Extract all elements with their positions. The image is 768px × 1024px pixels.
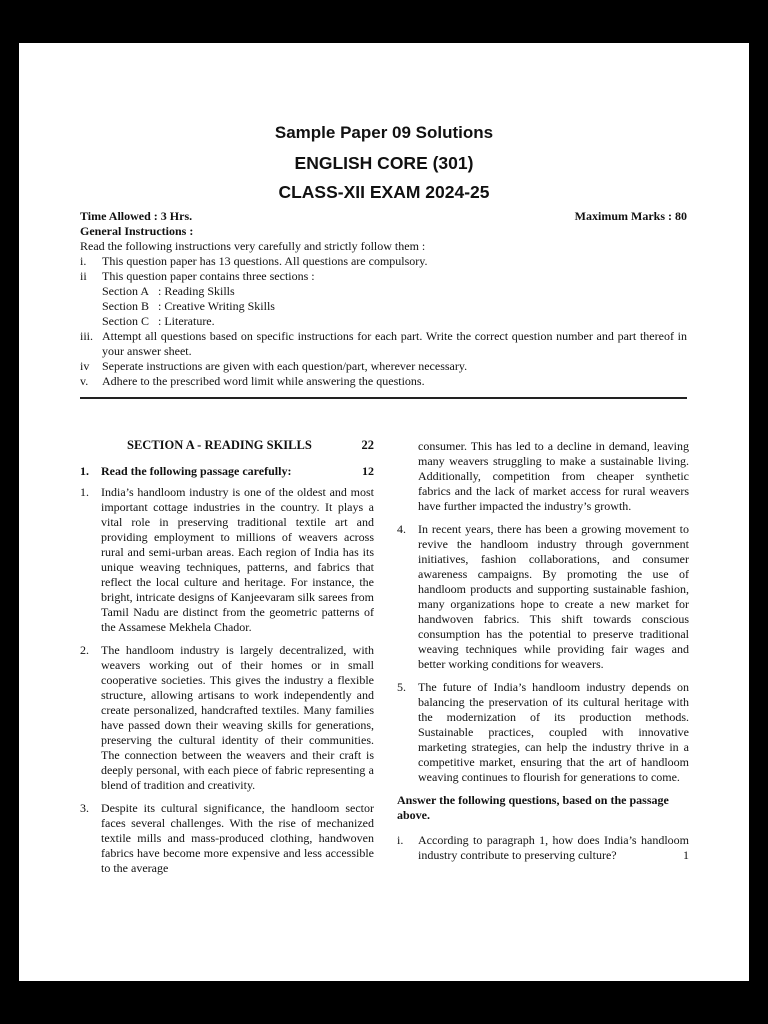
passage-paragraph: 4. In recent years, there has been a growing movement to revive the handloom industry through government initiatives, fashion collaborations, and consumer awareness campaigns. By promoting the use of handloom products and supporting sustainable fashion, many organizations hope to create a new market for handwoven fabrics. This shift towards conscious consumption has the potential to preserve traditional weaving techniques while providing fair wages and better working conditions for weavers.: [397, 522, 689, 671]
paper-title-block: [19, 123, 749, 203]
instruction-item: iii. Attempt all questions based on specific instructions for each part. Write the correct question number and part thereof in your answer sheet.: [80, 329, 687, 358]
instruction-item: ii This question paper contains three sections :: [80, 269, 315, 283]
subject-title: ENGLISH CORE (301): [294, 153, 474, 173]
instruction-item: v. Adhere to the prescribed word limit while answering the questions.: [80, 374, 425, 388]
question-1-heading: 1. Read the following passage carefully: 12: [80, 464, 374, 478]
class-exam-title: CLASS-XII EXAM 2024-25: [278, 182, 490, 202]
general-instructions-heading: General Instructions :: [80, 224, 194, 238]
question-i: i. According to paragraph 1, how does India’s handloom industry contribute to preserving culture?: [397, 833, 689, 862]
section-list-item: Section B : Creative Writing Skills: [102, 299, 275, 313]
instruction-item: i. This question paper has 13 questions. All questions are compulsory.: [80, 254, 428, 268]
maximum-marks: Maximum Marks : 80: [574, 209, 687, 223]
document-page: [19, 43, 749, 981]
passage-paragraph: 2. The handloom industry is largely decentralized, with weavers working out of their homes or in small cooperative societies. This gives the industry a flexible structure, allowing artisans to work independently and create personalized, handcrafted textiles. Many families have passed down their weaving skills for generations, preserving the cultural identity of their communities. The connection between the weavers and their craft is deeply personal, with each piece of fabric representing a blend of tradition and creativity.: [80, 643, 374, 792]
section-list-item: Section A : Reading Skills: [102, 284, 235, 298]
question-i-marks: 1: [683, 848, 689, 862]
passage-paragraph-continued: consumer. This has led to a decline in demand, leaving many weavers struggling to make a sustainable living. Additionally, competition from cheaper synthetic fabrics and the lack of market access for rural weavers have further impacted the industry’s growth.: [418, 439, 689, 513]
passage-paragraph: 5. The future of India’s handloom industry depends on balancing the preservation of its cultural heritage with the modernization of its production methods. Sustainable practices, coupled with innovative marketing strategies, can help the industry thrive in a competitive market, ensuring that the art of handloom weaving continues to flourish for generations to come.: [397, 680, 689, 784]
answer-instructions: Answer the following questions, based on the passage above.: [397, 793, 669, 822]
instructions-block: [80, 209, 687, 389]
passage-paragraph: 1. India’s handloom industry is one of the oldest and most important cottage industries in the country. It plays a vital role in preserving traditional textile art and providing employment to millions of weavers across rural and semi-urban areas. Each region of India has its unique weaving techniques, patterns, and fabrics that reflect the local culture and heritage. For instance, the bright, intricate designs of Kanjeevaram silk sarees from Tamil Nadu are distinct from the geometric patterns of the Assamese Mekhela Chador.: [80, 485, 374, 634]
paper-title: Sample Paper 09 Solutions: [274, 123, 494, 142]
passage-paragraph: 3. Despite its cultural significance, the handloom sector faces several challenges. With the rise of mechanized textile mills and mass-produced clothing, handwoven fabrics have become more expensive and less accessible to the average: [80, 801, 374, 875]
time-allowed: Time Allowed : 3 Hrs.: [80, 209, 193, 223]
section-a-heading: SECTION A - READING SKILLS 22: [127, 438, 374, 452]
time-marks-row: [80, 209, 687, 224]
instruction-item: iv Seperate instructions are given with each question/part, wherever necessary.: [80, 359, 468, 373]
instructions-intro: Read the following instructions very carefully and strictly follow them :: [80, 239, 426, 253]
section-list-item: Section C : Literature.: [102, 314, 215, 328]
right-column: [397, 439, 689, 863]
left-column: [80, 438, 374, 884]
horizontal-divider: [80, 397, 687, 399]
